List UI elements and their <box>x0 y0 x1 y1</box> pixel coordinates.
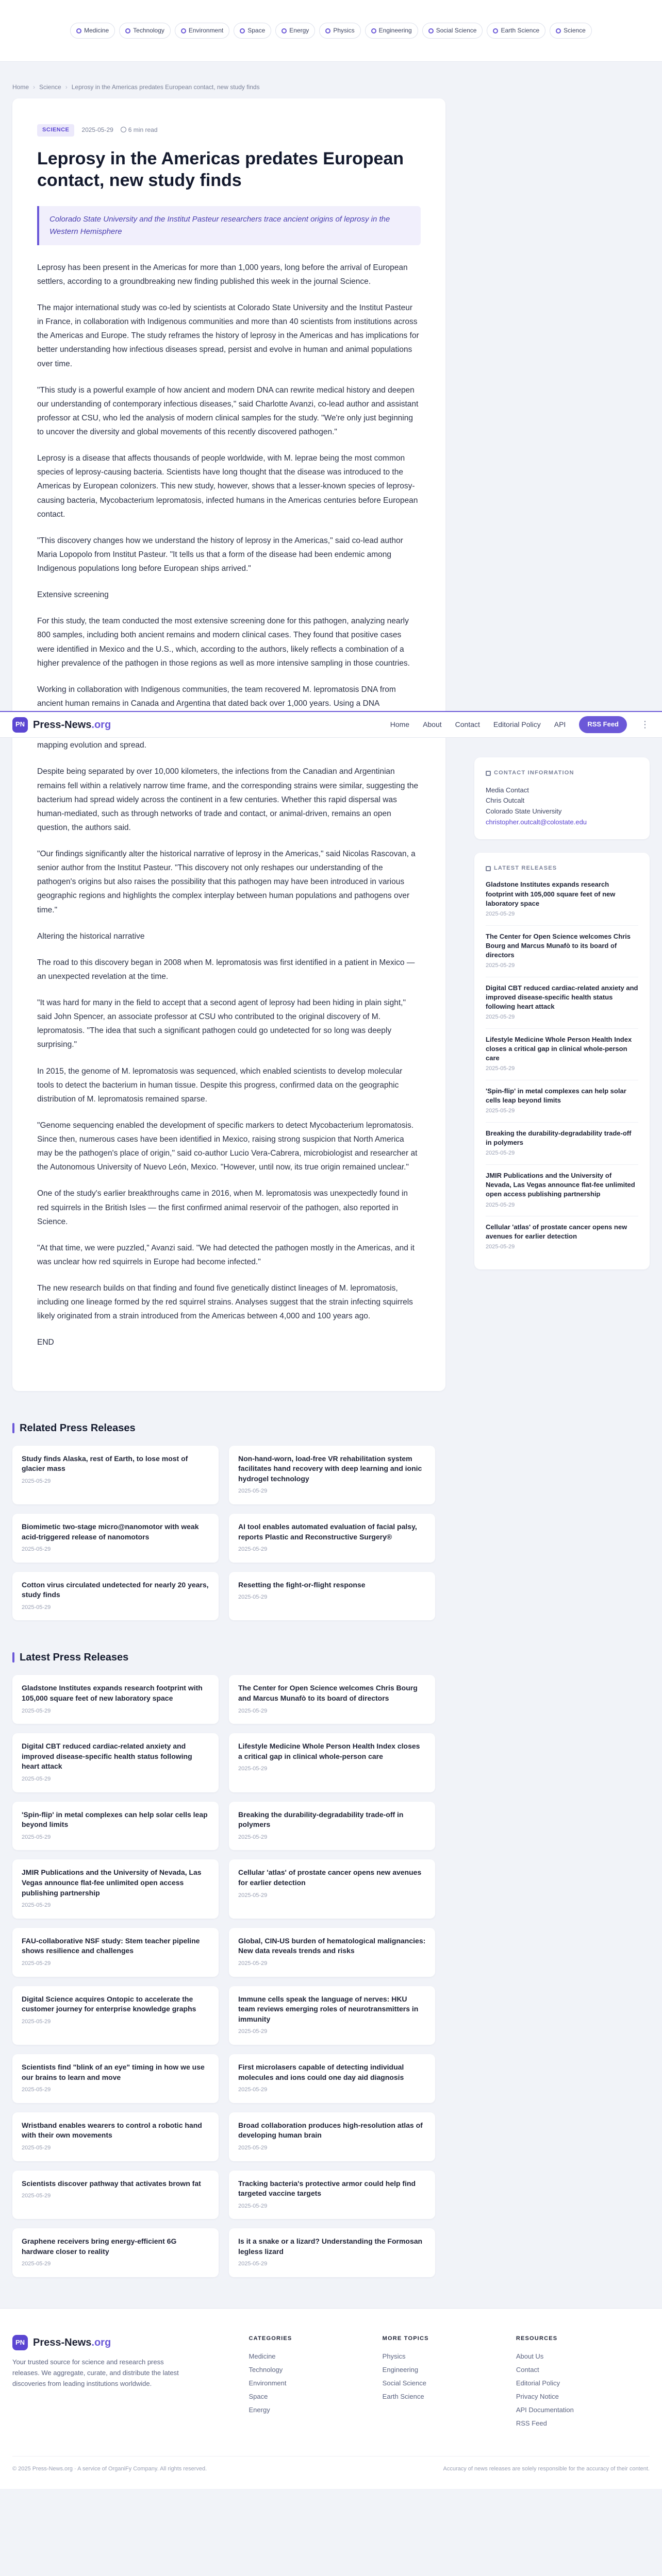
contact-heading: CONTACT INFORMATION <box>486 769 638 778</box>
latest-heading: LATEST RELEASES <box>486 864 638 873</box>
press-release-date: 2025-05-29 <box>238 1892 268 1899</box>
footer-more-topics <box>383 2334 516 2430</box>
press-release-title: Immune cells speak the language of nerves: HKU team reviews emerging roles of neurotransmitters in immunity <box>238 1994 419 2023</box>
breadcrumb-science[interactable]: Science <box>39 83 61 91</box>
article-paragraph: For this study, the team conducted the most extensive screening done for this pathogen, analyzing nearly 800 samples, including both ancient remains and modern clinical cases. They found that positive cases were identified in Mexico and the U.S., which, according to the authors, likely reflects a combination of a higher prevalence of the pathogen in those regions as well as more intensive sampling in those countries. <box>37 617 410 668</box>
footer-description: Your trusted source for science and research press releases. We aggregate, curate, and distribute the latest discoveries from leading institutions worldwide. <box>12 2358 179 2387</box>
article-paragraph: Leprosy is a disease that affects thousands of people worldwide, with M. leprae being the most common species of leprosy-causing bacteria. Scientists have long thought that the disease was introduced to the Americas by European colonizers. This new study, however, shows that a lesser-known species of leprosy-causing bacteria, Mycobacterium lepromatosis, infected humans in the Americas centuries before European contact. <box>37 454 418 519</box>
press-release-card[interactable] <box>229 2112 435 2161</box>
footer-categories <box>249 2334 383 2430</box>
press-release-title: AI tool enables automated evaluation of facial palsy, reports Plastic and Reconstructive Surgery® <box>238 1522 417 1541</box>
article-paragraph: One of the study's earlier breakthroughs came in 2016, when M. lepromatosis was unexpectedly found in red squirrels in the British Isles — the first confirmed animal reservoir of the pathogen, also reported in Science. <box>37 1189 408 1226</box>
press-release-card[interactable] <box>229 1572 435 1621</box>
category-icon <box>181 28 186 33</box>
footer-col-heading: CATEGORIES <box>249 2335 292 2342</box>
category-pill-engineering[interactable] <box>365 23 418 39</box>
article-title: Leprosy in the Americas predates European contact, new study finds <box>37 148 404 191</box>
press-release-date: 2025-05-29 <box>22 2193 51 2199</box>
category-label: Science <box>564 26 586 34</box>
contact-label: Media Contact <box>486 786 529 794</box>
press-release-date: 2025-05-29 <box>238 2202 268 2209</box>
category-pill-science[interactable] <box>550 23 592 39</box>
article-paragraph: "Genome sequencing enabled the development of specific markers to detect Mycobacterium lepromatosis. Since then, numerous cases have been identified in Mexico, raising strong suspicion that North America may be the pathogen's place of origin," said co-author Lucio Vera-Cabrera, microbiologist and researcher at the Autonomous University of Nuevo León, Mexico. "However, until now, its true origin remained unclear." <box>37 1121 418 1172</box>
latest-release-item[interactable] <box>486 1080 638 1122</box>
press-release-card[interactable] <box>12 2171 219 2219</box>
article-paragraph: Leprosy has been present in the Americas for more than 1,000 years, long before the arrival of European settlers, according to a groundbreaking new finding published this week in the journal Science. <box>37 263 408 286</box>
contact-email-link[interactable]: christopher.outcalt@colostate.edu <box>486 818 587 826</box>
press-release-title: Cotton virus circulated undetected for nearly 20 years, study finds <box>22 1580 209 1599</box>
footer-resources <box>516 2334 650 2430</box>
press-release-card[interactable] <box>229 2228 435 2277</box>
rss-feed-button[interactable]: RSS Feed <box>579 716 627 733</box>
article-subtitle: Colorado State University and the Institut Pasteur researchers trace ancient origins of leprosy in the Western Hemisphere <box>37 206 421 245</box>
contact-org: Colorado State University <box>486 807 562 816</box>
latest-release-title: Lifestyle Medicine Whole Person Health Index closes a critical gap in clinical whole-person care <box>486 1035 632 1062</box>
brand-name: Press-News.org <box>33 719 111 731</box>
disclaimer: Accuracy of news releases are solely responsible for the accuracy of their content. <box>443 2465 650 2472</box>
footer-link-rss-feed[interactable]: RSS Feed <box>516 2419 547 2427</box>
press-release-date: 2025-05-29 <box>238 1766 268 1772</box>
press-release-title: Graphene receivers bring energy-efficient 6G hardware closer to reality <box>22 2237 177 2256</box>
press-release-date: 2025-05-29 <box>22 2087 51 2093</box>
latest-release-date: 2025-05-29 <box>486 1244 515 1250</box>
category-label: Environment <box>188 26 224 34</box>
category-label: Social Science <box>436 26 477 34</box>
press-release-card[interactable] <box>229 1859 435 1918</box>
footer-link-earth-science[interactable]: Earth Science <box>382 2392 424 2400</box>
brand-logo[interactable] <box>12 717 111 733</box>
press-release-title: Broad collaboration produces high-resolution atlas of developing human brain <box>238 2121 423 2140</box>
latest-release-date: 2025-05-29 <box>486 1150 515 1157</box>
footer-col-heading: MORE TOPICS <box>382 2335 429 2342</box>
press-release-title: Non-hand-worn, load-free VR rehabilitation system facilitates hand recovery with deep learning and ionic hydrogel technology <box>238 1454 422 1483</box>
category-label: Energy <box>289 26 309 34</box>
footer-link-energy[interactable]: Energy <box>249 2405 270 2414</box>
press-release-date: 2025-05-29 <box>22 1707 51 1714</box>
category-pill-social-science[interactable] <box>422 23 483 39</box>
contact-card <box>474 757 650 839</box>
press-release-date: 2025-05-29 <box>22 1478 51 1484</box>
breadcrumb-separator: › <box>33 83 36 91</box>
category-pill-space[interactable] <box>234 23 271 39</box>
category-icon <box>125 28 130 33</box>
section-subheading: Altering the historical narrative <box>37 931 145 941</box>
article-paragraph: The new research builds on that finding and found five genetically distinct lineages of M. lepromatosis, including one lineage formed by the red squirrel strains. Analyses suggest that the strain infecting squirrels likely originated from a strain introduced from the Americas between 4,000 and 100 years ago. <box>37 1284 413 1321</box>
press-release-card[interactable] <box>12 1446 219 1504</box>
article-paragraph: The major international study was co-led by scientists at Colorado State University and the Institut Pasteur in France, in collaboration with Indigenous communities and more than 40 scientists from institutions across the Americas and Europe. The study reframes the history of leprosy in the Americas and has implications for better understanding how infectious diseases spread, persist and evolve in human and animal populations over time. <box>37 303 419 368</box>
press-release-date: 2025-05-29 <box>22 2018 51 2025</box>
latest-section <box>0 1649 662 2277</box>
article <box>12 98 445 1391</box>
press-release-date: 2025-05-29 <box>22 1604 51 1611</box>
footer-col-heading: RESOURCES <box>516 2335 558 2342</box>
press-release-date: 2025-05-29 <box>22 2261 51 2267</box>
article-paragraph: "It was hard for many in the field to accept that a second agent of leprosy had been hiding in plain sight," said John Spencer, an associate professor at CSU who contributed to the original discovery of M. lepromatosis. "The idea that such a significant pathogen could go undetected for so long was deeply surprising." <box>37 998 406 1049</box>
category-pill-physics[interactable] <box>319 23 360 39</box>
category-label: Earth Science <box>501 26 540 34</box>
press-release-date: 2025-05-29 <box>238 1488 268 1495</box>
press-release-title: Resetting the fight-or-flight response <box>238 1580 366 1589</box>
latest-release-title: The Center for Open Science welcomes Chris Bourg and Marcus Munafò to its board of directors <box>486 932 631 959</box>
press-release-card[interactable] <box>12 1733 219 1792</box>
article-paragraph: Working in collaboration with Indigenous communities, the team recovered M. lepromatosis DNA from ancient human remains in Canada and Argentina that dated back over 1,000 years. Using a DNA mapping evolution and spread. <box>37 685 396 750</box>
related-section <box>0 1420 662 1621</box>
press-release-date: 2025-05-29 <box>238 2087 268 2093</box>
top-navigation <box>0 711 662 738</box>
press-release-date: 2025-05-29 <box>22 1546 51 1553</box>
latest-releases-card <box>474 853 650 1269</box>
press-release-title: Scientists find "blink of an eye" timing in how we use our brains to learn and move <box>22 2062 205 2081</box>
category-icon <box>325 28 330 33</box>
press-release-card[interactable] <box>12 1986 219 2045</box>
footer-link-technology[interactable]: Technology <box>249 2365 283 2374</box>
brand-name: Press-News.org <box>33 2337 111 2349</box>
press-release-date: 2025-05-29 <box>238 1546 268 1553</box>
category-pill-energy[interactable] <box>275 23 315 39</box>
category-icon <box>493 28 498 33</box>
press-release-date: 2025-05-29 <box>238 1707 268 1714</box>
latest-release-date: 2025-05-29 <box>486 1014 515 1021</box>
breadcrumb <box>0 62 662 98</box>
press-release-date: 2025-05-29 <box>22 1776 51 1783</box>
related-heading: Related Press Releases <box>12 1420 650 1436</box>
footer-link-editorial-policy[interactable]: Editorial Policy <box>516 2379 560 2387</box>
footer-link-privacy-notice[interactable]: Privacy Notice <box>516 2392 559 2400</box>
press-release-title: Wristband enables wearers to control a robotic hand with their own movements <box>22 2121 202 2140</box>
latest-release-date: 2025-05-29 <box>486 910 515 917</box>
press-release-title: Study finds Alaska, rest of Earth, to lose most of glacier mass <box>22 1454 188 1473</box>
press-release-date: 2025-05-29 <box>238 2144 268 2151</box>
press-release-card[interactable] <box>229 1928 435 1977</box>
footer-link-space[interactable]: Space <box>249 2392 268 2400</box>
footer-brand-logo[interactable] <box>12 2334 249 2351</box>
press-release-title: Digital Science acquires Ontopic to accelerate the customer journey for enterprise knowledge graphs <box>22 1994 196 2013</box>
category-label: Physics <box>333 26 355 34</box>
nav-link-home[interactable]: Home <box>390 720 410 729</box>
nav-link-contact[interactable]: Contact <box>455 720 480 729</box>
section-subheading: Extensive screening <box>37 590 109 600</box>
latest-release-date: 2025-05-29 <box>486 962 515 969</box>
press-release-card[interactable] <box>12 1859 219 1918</box>
category-icon <box>240 28 245 33</box>
press-release-card[interactable] <box>229 1986 435 2045</box>
latest-release-item[interactable] <box>486 880 638 925</box>
nav-link-api[interactable]: API <box>554 720 566 729</box>
heading-accent <box>12 1652 14 1663</box>
publish-date: 2025-05-29 <box>81 126 113 134</box>
copyright: © 2025 Press-News.org · A service of OrganiFy Company. All rights reserved. <box>12 2465 207 2472</box>
latest-release-title: Digital CBT reduced cardiac-related anxiety and improved disease-specific health status following heart attack <box>486 984 638 1011</box>
press-release-title: Global, CIN-US burden of hematological malignancies: New data reveals trends and risks <box>238 1936 426 1955</box>
press-release-card[interactable] <box>12 1675 219 1724</box>
list-icon <box>486 866 491 871</box>
press-release-card[interactable] <box>12 1514 219 1563</box>
contact-person: Chris Outcalt <box>486 796 525 805</box>
article-paragraph: The road to this discovery began in 2008 when M. lepromatosis was first identified in a patient in Mexico — an unexpected revelation at the time. <box>37 958 415 981</box>
press-release-card[interactable] <box>229 1446 435 1504</box>
article-paragraph: In 2015, the genome of M. lepromatosis was sequenced, which enabled scientists to develop molecular tools to detect the bacterium in human tissue. Despite this progress, confirmed data on the geographic distribution of M. lepromatosis remained sparse. <box>37 1066 403 1104</box>
category-pill-medicine[interactable] <box>70 23 115 39</box>
category-icon <box>556 28 561 33</box>
category-icon <box>428 28 434 33</box>
latest-release-item[interactable] <box>486 1028 638 1080</box>
press-release-title: 'Spin-flip' in metal complexes can help solar cells leap beyond limits <box>22 1810 208 1829</box>
latest-release-date: 2025-05-29 <box>486 1108 515 1114</box>
press-release-card[interactable] <box>12 2228 219 2277</box>
category-label: Technology <box>133 26 164 34</box>
press-release-title: Scientists discover pathway that activates brown fat <box>22 2179 201 2188</box>
category-icon <box>371 28 376 33</box>
latest-release-date: 2025-05-29 <box>486 1065 515 1072</box>
article-paragraph: "This study is a powerful example of how ancient and modern DNA can rewrite medical history and deepen our understanding of contemporary infectious diseases," said Charlotte Avanzi, co-lead author and assistant professor at CSU, who led the analysis of modern clinical samples for the study. "We're only just beginning to uncover the diversity and global movements of this recently discovered pathogen." <box>37 385 419 437</box>
press-release-card[interactable] <box>12 2112 219 2161</box>
press-release-card[interactable] <box>229 2054 435 2103</box>
press-release-card[interactable] <box>229 1733 435 1792</box>
footer-link-engineering[interactable]: Engineering <box>382 2365 419 2374</box>
latest-release-title: Breaking the durability-degradability trade-off in polymers <box>486 1129 632 1147</box>
latest-release-title: Gladstone Institutes expands research footprint with 105,000 square feet of new laboratory space <box>486 880 616 907</box>
footer-link-contact[interactable]: Contact <box>516 2365 539 2374</box>
latest-release-item[interactable] <box>486 925 638 977</box>
clock-icon <box>121 127 126 132</box>
press-release-date: 2025-05-29 <box>238 1834 268 1840</box>
press-release-date: 2025-05-29 <box>238 1960 268 1967</box>
press-release-title: FAU-collaborative NSF study: Stem teacher pipeline shows resilience and challenges <box>22 1936 200 1955</box>
nav-links <box>390 716 650 733</box>
press-release-title: Biomimetic two-stage micro@nanomotor with weak acid-triggered release of nanomotors <box>22 1522 199 1541</box>
press-release-title: Tracking bacteria's protective armor could help find targeted vaccine targets <box>238 2179 416 2198</box>
press-release-date: 2025-05-29 <box>238 2028 268 2035</box>
latest-release-item[interactable] <box>486 1164 638 1216</box>
category-label: Medicine <box>84 26 109 34</box>
footer-link-about-us[interactable]: About Us <box>516 2352 544 2360</box>
press-release-title: Cellular 'atlas' of prostate cancer opens new avenues for earlier detection <box>238 1868 422 1887</box>
category-pill-earth-science[interactable] <box>487 23 545 39</box>
press-release-title: Digital CBT reduced cardiac-related anxiety and improved disease-specific health status following heart attack <box>22 1742 192 1771</box>
footer-link-api-documentation[interactable]: API Documentation <box>516 2405 574 2414</box>
press-release-card[interactable] <box>12 1572 219 1621</box>
press-release-card[interactable] <box>12 2054 219 2103</box>
latest-release-title: 'Spin-flip' in metal complexes can help solar cells leap beyond limits <box>486 1087 626 1105</box>
article-paragraph: "Our findings significantly alter the historical narrative of leprosy in the Americas," said Nicolas Rascovan, a senior author from the Institut Pasteur. "This discovery not only reshapes our understanding of the pathogen's origins but also raises the possibility that this pathogen may have been introduced in various geographic regions and highlights the complex interplay between human populations and pathogens over time." <box>37 850 416 914</box>
latest-release-title: JMIR Publications and the University of Nevada, Las Vegas announce flat-fee unlimited open access publishing partnership <box>486 1171 635 1198</box>
article-body <box>37 261 421 1350</box>
press-release-card[interactable] <box>12 1928 219 1977</box>
footer-link-environment[interactable]: Environment <box>249 2379 287 2387</box>
footer-link-physics[interactable]: Physics <box>382 2352 406 2360</box>
press-release-date: 2025-05-29 <box>22 1960 51 1967</box>
article-paragraph: END <box>37 1338 54 1347</box>
article-paragraph: "At that time, we were puzzled," Avanzi said. "We had detected the pathogen mostly in the Americas, and it was unclear how red squirrels in Europe had become infected." <box>37 1243 415 1266</box>
press-release-title: Lifestyle Medicine Whole Person Health Index closes a critical gap in clinical whole-person care <box>238 1742 420 1760</box>
breadcrumb-separator: › <box>65 83 68 91</box>
latest-release-item[interactable] <box>486 1122 638 1164</box>
press-release-date: 2025-05-29 <box>22 1834 51 1840</box>
press-release-date: 2025-05-29 <box>22 2144 51 2151</box>
category-badge[interactable]: SCIENCE <box>37 124 74 137</box>
article-paragraph: Despite being separated by over 10,000 kilometers, the infections from the Canadian and Argentinian remains fell within a relatively narrow time frame, and the corresponding strains were similar, suggesting the bacterium had spread widely across the continent in a few centuries. Whether this rapid dispersal was human-mediated, such as through networks of trade and contact, or animal-driven, remains an open question, the authors said. <box>37 767 419 832</box>
category-label: Space <box>247 26 266 34</box>
read-time: 6 min read <box>121 125 158 135</box>
press-release-date: 2025-05-29 <box>238 1594 268 1601</box>
nav-link-editorial-policy[interactable]: Editorial Policy <box>493 720 541 729</box>
article-paragraph: "This discovery changes how we understand the history of leprosy in the Americas," said co-lead author Maria Lopopolo from Institut Pasteur. "It tells us that a form of the disease had been endemic among Indigenous populations long before European ships arrived." <box>37 536 403 573</box>
press-release-date: 2025-05-29 <box>238 2261 268 2267</box>
press-release-title: Gladstone Institutes expands research footprint with 105,000 square feet of new laboratory space <box>22 1684 203 1703</box>
latest-release-title: Cellular 'atlas' of prostate cancer opens new avenues for earlier detection <box>486 1223 627 1241</box>
more-menu-icon[interactable]: ⋮ <box>640 719 650 730</box>
brand-mark-icon: PN <box>12 2335 28 2350</box>
press-release-card[interactable] <box>229 2171 435 2219</box>
press-release-card[interactable] <box>229 1514 435 1563</box>
sidebar <box>474 757 650 1283</box>
breadcrumb-home[interactable]: Home <box>12 83 29 91</box>
press-release-title: Breaking the durability-degradability trade-off in polymers <box>238 1810 404 1829</box>
breadcrumb-current: Leprosy in the Americas predates European contact, new study finds <box>71 83 260 91</box>
category-pill-environment[interactable] <box>175 23 229 39</box>
footer-link-medicine[interactable]: Medicine <box>249 2352 276 2360</box>
press-release-title: The Center for Open Science welcomes Chris Bourg and Marcus Munafò to its board of directors <box>238 1684 418 1703</box>
nav-link-about[interactable]: About <box>423 720 442 729</box>
article-meta <box>37 124 421 137</box>
footer <box>0 2308 662 2489</box>
category-icon <box>76 28 81 33</box>
press-release-title: Is it a snake or a lizard? Understanding the Formosan legless lizard <box>238 2237 423 2256</box>
footer-link-social-science[interactable]: Social Science <box>382 2379 426 2387</box>
press-release-title: First microlasers capable of detecting individual molecules and ions could one day aid diagnosis <box>238 2062 404 2081</box>
category-icon <box>282 28 287 33</box>
press-release-title: JMIR Publications and the University of Nevada, Las Vegas announce flat-fee unlimited open access publishing partnership <box>22 1868 202 1897</box>
brand-mark-icon: PN <box>12 717 28 733</box>
press-release-date: 2025-05-29 <box>22 1902 51 1909</box>
contact-icon <box>486 771 491 776</box>
latest-release-date: 2025-05-29 <box>486 1201 515 1208</box>
press-release-card[interactable] <box>229 1675 435 1724</box>
press-release-card[interactable] <box>12 1802 219 1851</box>
latest-release-item[interactable] <box>486 1216 638 1258</box>
category-pill-technology[interactable] <box>119 23 171 39</box>
category-bar <box>0 0 662 62</box>
category-label: Engineering <box>378 26 412 34</box>
latest-release-item[interactable] <box>486 977 638 1028</box>
heading-accent <box>12 1423 14 1433</box>
latest-section-heading: Latest Press Releases <box>12 1649 650 1666</box>
press-release-card[interactable] <box>229 1802 435 1851</box>
